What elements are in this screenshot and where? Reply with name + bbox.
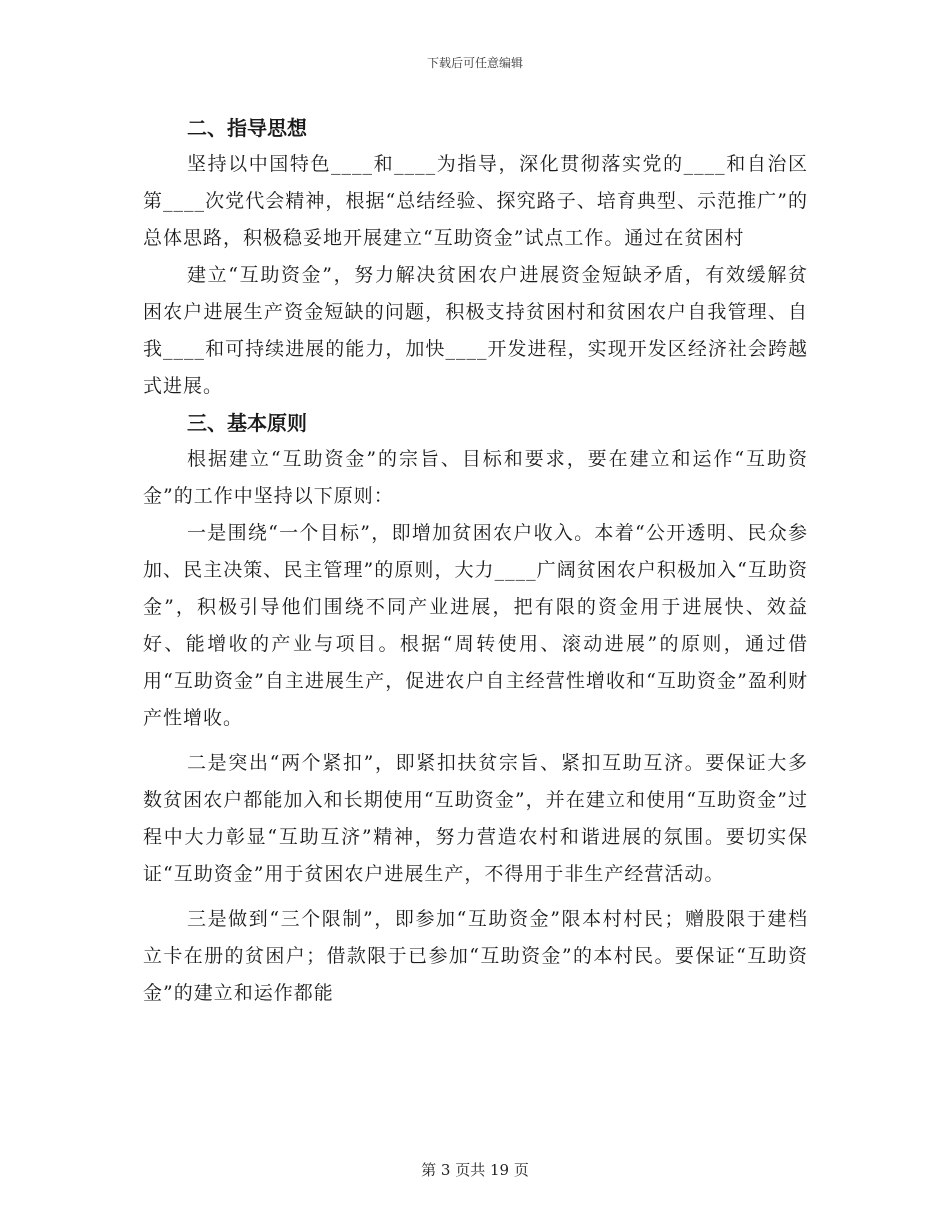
section-heading-basic-principles: 三、基本原则: [187, 411, 307, 435]
document-body: [143, 110, 808, 1012]
paragraph: 一是围绕“一个目标”，即增加贫困农户收入。本着“公开透明、民众参加、民主决策、民主管理”的原则，大力____广阔贫困农户积极加入“互助资金”，积极引导他们围绕不同产业进展，把有限的资金用于进展快、效益好、能增收的产业与项目。根据“周转使用、滚动进展”的原则，通过借用“互助资金”自主进展生产，促进农户自主经营性增收和“互助资金”盈利财产性增收。: [143, 522, 808, 729]
paragraph: 建立“互助资金”，努力解决贫困农户进展资金短缺矛盾，有效缓解贫困农户进展生产资金短缺的问题，积极支持贫困村和贫困农户自我管理、自我____和可持续进展的能力，加快____开发进程，实现开发区经济社会跨越式进展。: [143, 264, 808, 397]
section-heading-guiding-ideology: 二、指导思想: [187, 116, 307, 140]
paragraph: 三是做到“三个限制”，即参加“互助资金”限本村村民；赠股限于建档立卡在册的贫困户；借款限于已参加“互助资金”的本村民。要保证“互助资金”的建立和运作都能: [143, 908, 808, 1004]
paragraph: 根据建立“互助资金”的宗旨、目标和要求，要在建立和运作“互助资金”的工作中坚持以下原则：: [143, 448, 808, 507]
page-header: 下载后可任意编辑: [426, 56, 523, 70]
paragraph: 坚持以中国特色____和____为指导，深化贯彻落实党的____和自治区第____次党代会精神，根据“总结经验、探究路子、培育典型、示范推广”的总体思路，积极稳妥地开展建立“互助资金”试点工作。通过在贫困村: [143, 153, 808, 249]
paragraph: 二是突出“两个紧扣”，即紧扣扶贫宗旨、紧扣互助互济。要保证大多数贫困农户都能加入和长期使用“互助资金”，并在建立和使用“互助资金”过程中大力彰显“互助互济”精神，努力营造农村和谐进展的氛围。要切实保证“互助资金”用于贫困农户进展生产，不得用于非生产经营活动。: [143, 752, 808, 885]
page-footer: 第 3 页共 19 页: [421, 1161, 529, 1179]
